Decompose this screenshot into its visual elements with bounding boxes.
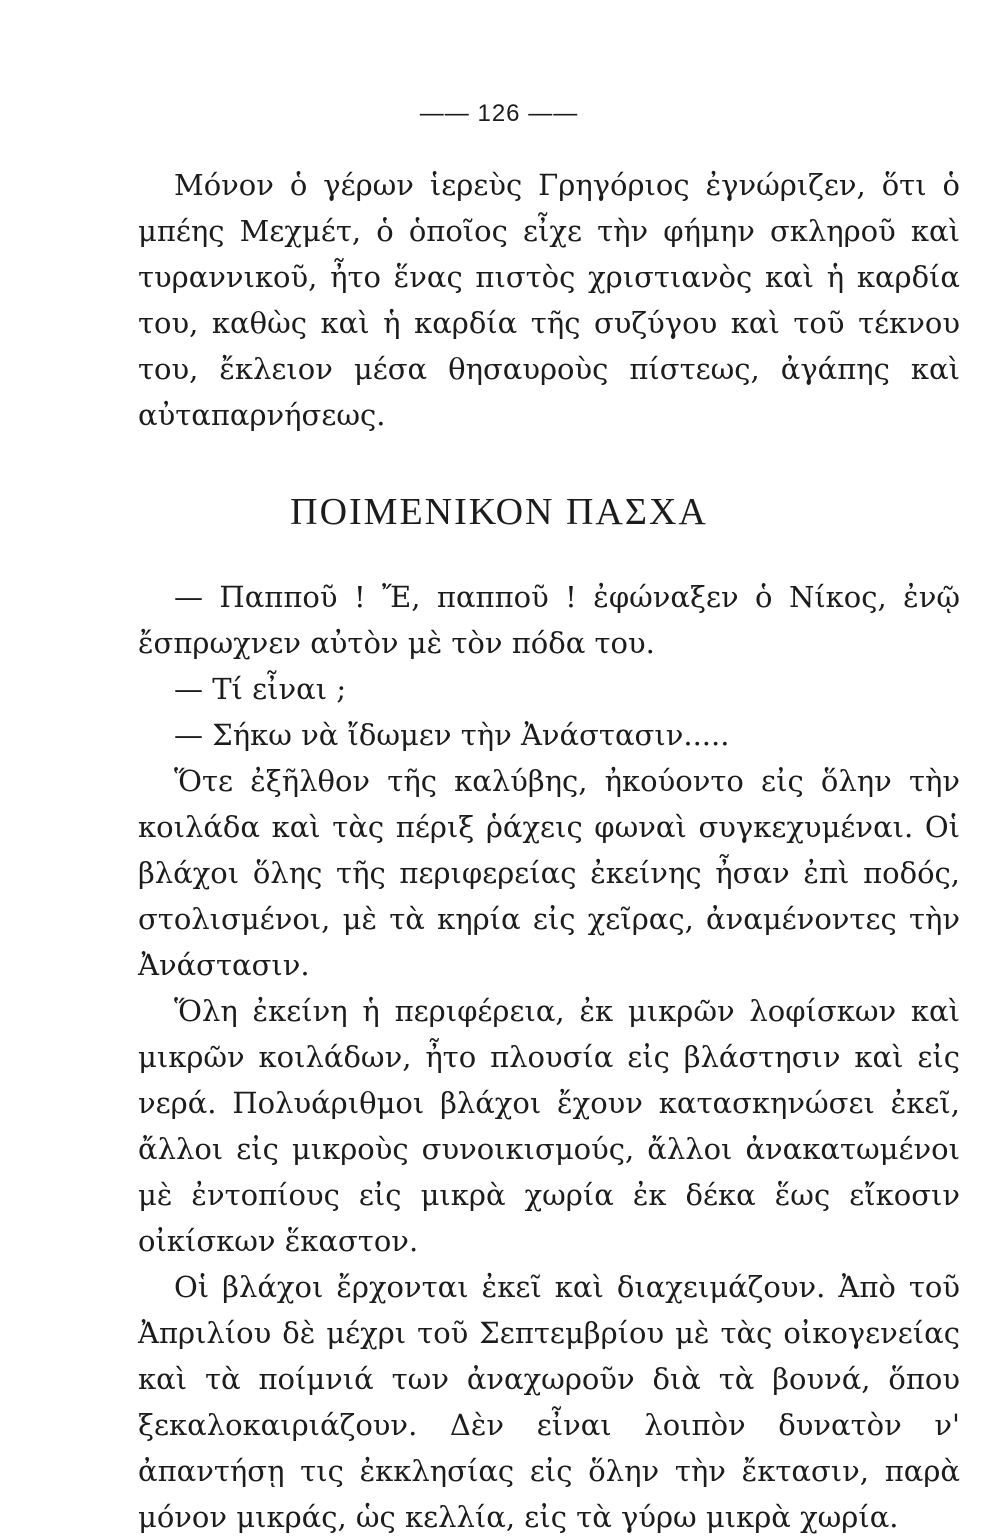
section-title: ΠΟΙΜΕΝΙΚΟΝ ΠΑΣΧΑ <box>290 491 708 533</box>
page-number-dash-left: —— <box>419 100 470 127</box>
body-text-block <box>138 574 960 1540</box>
body-paragraph-1: Ὅτε ἐξῆλθον τῆς καλύβης, ἠκούοντο εἰς ὅλην τὴν κοιλάδα καὶ τὰς πέριξ ῥάχεις φωναὶ συγκεχυμέναι. Οἱ βλάχοι ὅλης τῆς περιφερείας ἐκείνης ἦσαν ἐπὶ ποδός, στολισμένοι, μὲ τὰ κηρία εἰς χεῖρας, ἀναμένοντες τὴν Ἀνάστασιν. <box>138 764 960 982</box>
intro-paragraph: Μόνον ὁ γέρων ἱερεὺς Γρηγόριος ἐγνώριζεν, ὅτι ὁ μπέης Μεχμέτ, ὁ ὁποῖος εἶχε τὴν φήμην σκληροῦ καὶ τυραννικοῦ, ἦτο ἕνας πιστὸς χριστιανὸς καὶ ἡ καρδία του, καθὼς καὶ ἡ καρδία τῆς συζύγου καὶ τοῦ τέκνου του, ἔκλειον μέσα θησαυροὺς πίστεως, ἀγάπης καὶ αὐταπαρνήσεως. <box>138 168 960 432</box>
page-number-value: 126 <box>477 100 521 127</box>
body-paragraph-2: Ὅλη ἐκείνη ἡ περιφέρεια, ἐκ μικρῶν λοφίσκων καὶ μικρῶν κοιλάδων, ἦτο πλουσία εἰς βλάστησιν καὶ εἰς νερά. Πολυάριθμοι βλάχοι ἔχουν κατασκηνώσει ἐκεῖ, ἄλλοι εἰς μικροὺς συνοικισμούς, ἄλλοι ἀνακατωμένοι μὲ ἐντοπίους εἰς μικρὰ χωρία ἐκ δέκα ἕως εἴκοσιν οἰκίσκων ἕκαστον. <box>138 994 960 1258</box>
body-paragraph-3: Οἱ βλάχοι ἔρχονται ἐκεῖ καὶ διαχειμάζουν. Ἀπὸ τοῦ Ἀπριλίου δὲ μέχρι τοῦ Σεπτεμβρίου μὲ τὰς οἰκογενείας καὶ τὰ ποίμνιά των ἀναχωροῦν διὰ τὰ βουνά, ὅπου ξεκαλοκαιριάζουν. Δὲν εἶναι λοιπὸν δυνατὸν ν' ἀπαντήσῃ τις ἐκκλησίας εἰς ὅλην τὴν ἔκτασιν, παρὰ μόνον μικράς, ὡς κελλία, εἰς τὰ γύρω μικρὰ χωρία. <box>138 1270 960 1534</box>
dialogue-line-3: — Σήκω νὰ ἴδωμεν τὴν Ἀνάστασιν..... <box>174 718 730 752</box>
page-number <box>0 100 998 128</box>
dialogue-line-2: — Τί εἶναι ; <box>174 672 347 706</box>
intro-text-block <box>138 162 960 438</box>
page-number-dash-right: —— <box>528 100 579 127</box>
dialogue-line-1: — Παπποῦ ! Ἔ, παπποῦ ! ἐφώναξεν ὁ Νίκος, ἐνῷ ἔσπρωχνεν αὐτὸν μὲ τὸν πόδα του. <box>138 580 960 660</box>
